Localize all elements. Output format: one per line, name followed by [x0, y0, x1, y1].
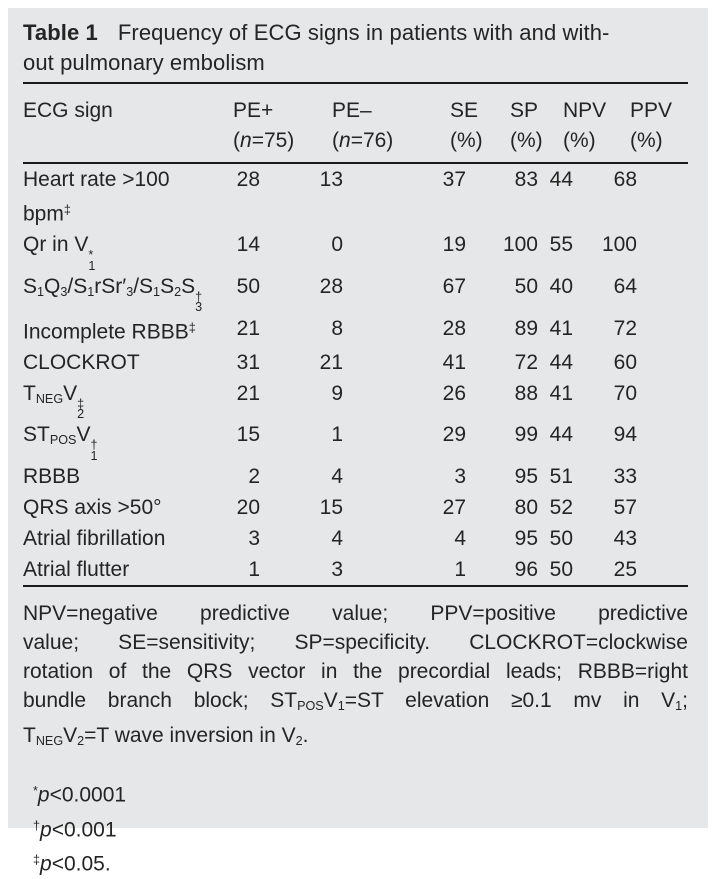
value-cell: 72 — [613, 316, 637, 340]
table-row — [23, 347, 688, 378]
footnote-line: rotation of the QRS vector in the precordial leads; RBBB=right — [23, 660, 688, 684]
value-cell: 9 — [331, 381, 343, 405]
value-cell: 3 — [454, 465, 466, 489]
value-cell: 13 — [319, 168, 343, 191]
value-cell: 15 — [236, 423, 260, 447]
pvalue-footnotes — [23, 776, 688, 879]
value-cell: 27 — [442, 496, 466, 520]
row-label-cell: Qr in V * 1 — [23, 233, 96, 273]
table-row — [23, 163, 688, 229]
value-cell: 3 — [331, 558, 343, 582]
value-cell: 70 — [613, 381, 637, 405]
value-cell: 28 — [442, 316, 466, 340]
table-number: Table 1 — [23, 20, 98, 45]
table-row — [23, 523, 688, 554]
value-cell: 64 — [613, 274, 637, 298]
value-cell: 4 — [331, 465, 343, 489]
footnote-line: NPV=negative predictive value; PPV=positive predictive — [23, 602, 688, 626]
value-cell: 3 — [248, 527, 260, 551]
value-cell: 83 — [514, 168, 538, 191]
table-panel — [8, 8, 708, 876]
value-cell: 1 — [454, 558, 466, 582]
table-caption-line2: out pulmonary embolism — [23, 50, 265, 75]
row-label-cell: Atrial flutter — [23, 558, 130, 582]
column-header-pe-negative: PE– (n=76) — [286, 83, 370, 163]
value-cell: 50 — [549, 558, 573, 582]
value-cell: 68 — [613, 168, 637, 191]
value-cell: 21 — [319, 350, 343, 374]
value-cell: 0 — [331, 233, 343, 257]
table-row — [23, 229, 688, 271]
value-cell: 72 — [514, 350, 538, 374]
table-row — [23, 461, 688, 492]
row-label-cell: RBBB — [23, 465, 81, 489]
row-label-cell: QRS axis >50° — [23, 496, 162, 520]
value-cell: 50 — [236, 274, 260, 298]
value-cell: 94 — [613, 423, 637, 447]
value-cell: 8 — [331, 316, 343, 340]
value-cell: 21 — [236, 381, 260, 405]
table-header — [23, 83, 688, 163]
table-caption-line1: Frequency of ECG signs in patients with and with- — [117, 20, 610, 45]
value-cell: 37 — [442, 168, 466, 191]
value-cell: 57 — [613, 496, 637, 520]
column-header-specificity: SP (%) — [476, 83, 540, 163]
row-label-cell: Heart rate >100 bpm‡ — [23, 168, 170, 226]
value-cell: 15 — [319, 496, 343, 520]
value-cell: 31 — [236, 350, 260, 374]
table-row — [23, 554, 688, 586]
pvalue-note: *p<0.0001 — [33, 783, 127, 807]
value-cell: 96 — [514, 558, 538, 582]
value-cell: 95 — [514, 465, 538, 489]
value-cell: 60 — [613, 350, 637, 374]
value-cell: 44 — [549, 350, 573, 374]
value-cell: 51 — [549, 465, 573, 489]
header-row — [23, 83, 688, 163]
value-cell: 100 — [601, 233, 637, 257]
table-row — [23, 313, 688, 347]
table-row — [23, 271, 688, 313]
value-cell: 80 — [514, 496, 538, 520]
value-cell: 41 — [549, 316, 573, 340]
value-cell: 52 — [549, 496, 573, 520]
pvalue-note: ‡p<0.05. — [33, 852, 111, 876]
value-cell: 44 — [549, 168, 573, 191]
footnote-line: TNEGV2=T wave inversion in V2. — [23, 724, 309, 749]
value-cell: 95 — [514, 527, 538, 551]
column-header-npv: NPV (%) — [540, 83, 575, 163]
ecg-frequency-table — [23, 82, 688, 587]
column-header-ecg-sign: ECG sign — [23, 83, 208, 163]
value-cell: 4 — [454, 527, 466, 551]
footnote-line: value; SE=sensitivity; SP=specificity. CLOCKROT=clockwise — [23, 631, 688, 655]
value-cell: 21 — [236, 316, 260, 340]
row-label-cell: Atrial fibrillation — [23, 527, 166, 551]
value-cell: 67 — [442, 274, 466, 298]
abbreviation-footnote — [23, 599, 688, 756]
value-cell: 28 — [319, 274, 343, 298]
pvalue-note: †p<0.001 — [33, 817, 117, 841]
table-row — [23, 419, 688, 461]
value-cell: 100 — [502, 233, 538, 257]
value-cell: 14 — [236, 233, 260, 257]
value-cell: 19 — [442, 233, 466, 257]
value-cell: 33 — [613, 465, 637, 489]
value-cell: 50 — [514, 274, 538, 298]
row-label-cell: TNEGV ‡ 2 — [23, 381, 85, 422]
table-row — [23, 378, 688, 420]
value-cell: 88 — [514, 381, 538, 405]
row-label-cell: CLOCKROT — [23, 350, 140, 374]
value-cell: 29 — [442, 423, 466, 447]
value-cell: 1 — [248, 558, 260, 582]
value-cell: 40 — [549, 274, 573, 298]
row-label-cell: STPOSV † 1 — [23, 423, 98, 463]
table-title — [23, 18, 688, 78]
value-cell: 2 — [248, 465, 260, 489]
value-cell: 20 — [236, 496, 260, 520]
value-cell: 4 — [331, 527, 343, 551]
value-cell: 99 — [514, 423, 538, 447]
value-cell: 1 — [331, 423, 343, 447]
column-header-pe-positive: PE+ (n=75) — [208, 83, 286, 163]
value-cell: 55 — [549, 233, 573, 257]
value-cell: 43 — [613, 527, 637, 551]
row-label-cell: S1Q3/S1rSr′3/S1S2S † 3 — [23, 274, 203, 315]
footnote-line: bundle branch block; STPOSV1=ST elevation ≥0.1 mv in V1; — [23, 689, 689, 714]
row-label-cell: Incomplete RBBB‡ — [23, 319, 196, 343]
value-cell: 50 — [549, 527, 573, 551]
table-row — [23, 492, 688, 523]
value-cell: 41 — [549, 381, 573, 405]
value-cell: 41 — [442, 350, 466, 374]
value-cell: 28 — [236, 168, 260, 191]
table-body — [23, 163, 688, 586]
value-cell: 26 — [442, 381, 466, 405]
column-header-sensitivity: SE (%) — [370, 83, 476, 163]
value-cell: 89 — [514, 316, 538, 340]
column-header-ppv: PPV (%) — [575, 83, 688, 163]
value-cell: 25 — [613, 558, 637, 582]
value-cell: 44 — [549, 423, 573, 447]
